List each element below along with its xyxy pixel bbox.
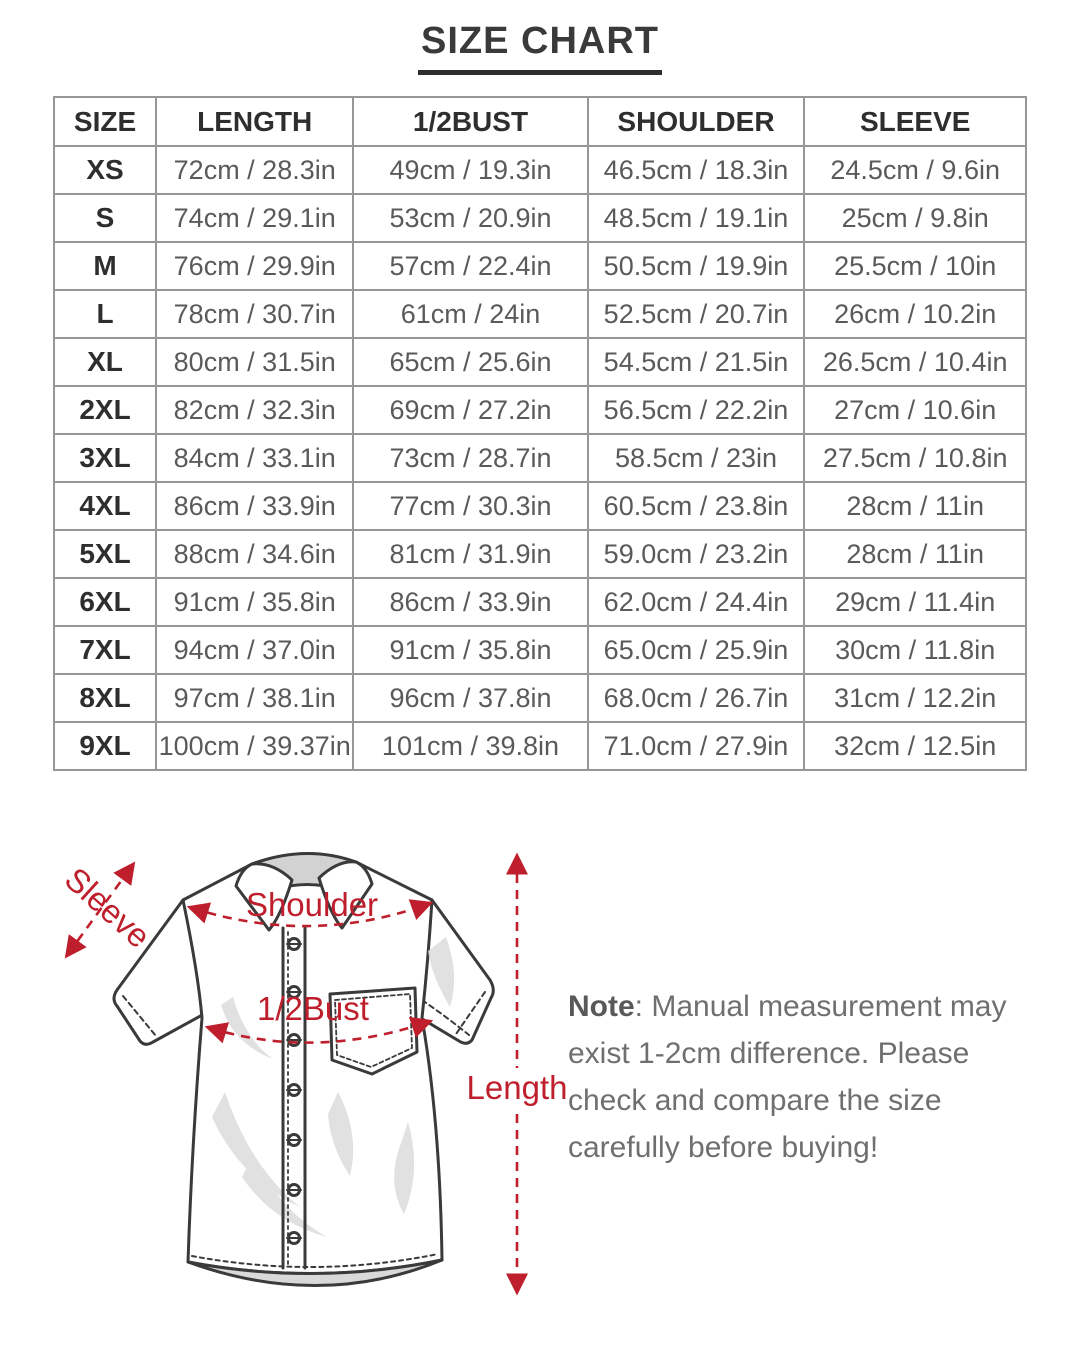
length-cell: 78cm / 30.7in xyxy=(156,290,353,338)
table-row xyxy=(54,194,1026,242)
bust-cell: 61cm / 24in xyxy=(353,290,587,338)
length-cell: 72cm / 28.3in xyxy=(156,146,353,194)
bust-label: 1/2Bust xyxy=(257,990,369,1027)
col-header-sleeve: SLEEVE xyxy=(804,97,1026,146)
length-cell: 80cm / 31.5in xyxy=(156,338,353,386)
length-cell: 76cm / 29.9in xyxy=(156,242,353,290)
length-cell: 94cm / 37.0in xyxy=(156,626,353,674)
bust-cell: 101cm / 39.8in xyxy=(353,722,587,770)
table-row xyxy=(54,290,1026,338)
shoulder-cell: 68.0cm / 26.7in xyxy=(588,674,805,722)
size-cell: M xyxy=(54,242,156,290)
length-cell: 97cm / 38.1in xyxy=(156,674,353,722)
sleeve-cell: 25cm / 9.8in xyxy=(804,194,1026,242)
shoulder-cell: 50.5cm / 19.9in xyxy=(588,242,805,290)
bust-cell: 81cm / 31.9in xyxy=(353,530,587,578)
bust-cell: 69cm / 27.2in xyxy=(353,386,587,434)
bust-cell: 57cm / 22.4in xyxy=(353,242,587,290)
sleeve-cell: 31cm / 12.2in xyxy=(804,674,1026,722)
shoulder-cell: 62.0cm / 24.4in xyxy=(588,578,805,626)
size-cell: 5XL xyxy=(54,530,156,578)
bust-cell: 73cm / 28.7in xyxy=(353,434,587,482)
shoulder-cell: 65.0cm / 25.9in xyxy=(588,626,805,674)
note-body: : Manual measurement may exist 1-2cm difference. Please check and compare the size carefully before buying! xyxy=(568,990,1007,1164)
size-cell: 7XL xyxy=(54,626,156,674)
table-row xyxy=(54,530,1026,578)
shoulder-cell: 58.5cm / 23in xyxy=(588,434,805,482)
shoulder-cell: 54.5cm / 21.5in xyxy=(588,338,805,386)
sleeve-cell: 26.5cm / 10.4in xyxy=(804,338,1026,386)
shoulder-cell: 52.5cm / 20.7in xyxy=(588,290,805,338)
size-cell: 8XL xyxy=(54,674,156,722)
measurement-diagram xyxy=(20,822,582,1327)
table-row xyxy=(54,338,1026,386)
sleeve-cell: 32cm / 12.5in xyxy=(804,722,1026,770)
sleeve-cell: 29cm / 11.4in xyxy=(804,578,1026,626)
table-row xyxy=(54,146,1026,194)
col-header-length: LENGTH xyxy=(156,97,353,146)
size-cell: 3XL xyxy=(54,434,156,482)
table-row xyxy=(54,482,1026,530)
title-block xyxy=(0,20,1080,75)
bust-cell: 65cm / 25.6in xyxy=(353,338,587,386)
shoulder-cell: 56.5cm / 22.2in xyxy=(588,386,805,434)
sleeve-cell: 28cm / 11in xyxy=(804,482,1026,530)
size-cell: L xyxy=(54,290,156,338)
length-cell: 74cm / 29.1in xyxy=(156,194,353,242)
sleeve-cell: 28cm / 11in xyxy=(804,530,1026,578)
length-cell: 88cm / 34.6in xyxy=(156,530,353,578)
sleeve-cell: 27.5cm / 10.8in xyxy=(804,434,1026,482)
size-cell: 4XL xyxy=(54,482,156,530)
header-row xyxy=(54,97,1026,146)
table-row xyxy=(54,578,1026,626)
sleeve-cell: 24.5cm / 9.6in xyxy=(804,146,1026,194)
bust-cell: 77cm / 30.3in xyxy=(353,482,587,530)
shoulder-cell: 46.5cm / 18.3in xyxy=(588,146,805,194)
sleeve-cell: 27cm / 10.6in xyxy=(804,386,1026,434)
bust-cell: 91cm / 35.8in xyxy=(353,626,587,674)
shoulder-cell: 59.0cm / 23.2in xyxy=(588,530,805,578)
size-cell: 6XL xyxy=(54,578,156,626)
sleeve-cell: 25.5cm / 10in xyxy=(804,242,1026,290)
size-table-header xyxy=(54,97,1026,146)
table-row xyxy=(54,386,1026,434)
table-row xyxy=(54,626,1026,674)
note-text xyxy=(568,983,1048,1171)
col-header-shoulder: SHOULDER xyxy=(588,97,805,146)
length-label: Length xyxy=(466,1069,568,1106)
page-title: SIZE CHART xyxy=(418,20,662,75)
shoulder-cell: 60.5cm / 23.8in xyxy=(588,482,805,530)
sleeve-cell: 26cm / 10.2in xyxy=(804,290,1026,338)
shirt-diagram xyxy=(20,822,582,1327)
size-cell: 2XL xyxy=(54,386,156,434)
size-table xyxy=(53,96,1027,771)
table-row xyxy=(54,674,1026,722)
length-cell: 86cm / 33.9in xyxy=(156,482,353,530)
length-cell: 82cm / 32.3in xyxy=(156,386,353,434)
length-cell: 91cm / 35.8in xyxy=(156,578,353,626)
sleeve-cell: 30cm / 11.8in xyxy=(804,626,1026,674)
table-row xyxy=(54,722,1026,770)
sleeve-label: Sleeve xyxy=(57,859,158,955)
bust-cell: 86cm / 33.9in xyxy=(353,578,587,626)
bust-cell: 49cm / 19.3in xyxy=(353,146,587,194)
table-row xyxy=(54,434,1026,482)
shoulder-label: Shoulder xyxy=(245,886,379,923)
shoulder-cell: 48.5cm / 19.1in xyxy=(588,194,805,242)
size-table-body xyxy=(54,146,1026,770)
length-cell: 84cm / 33.1in xyxy=(156,434,353,482)
size-cell: S xyxy=(54,194,156,242)
col-header-size: SIZE xyxy=(54,97,156,146)
shoulder-cell: 71.0cm / 27.9in xyxy=(588,722,805,770)
length-cell: 100cm / 39.37in xyxy=(156,722,353,770)
size-cell: XS xyxy=(54,146,156,194)
size-cell: 9XL xyxy=(54,722,156,770)
size-cell: XL xyxy=(54,338,156,386)
col-header-bust: 1/2BUST xyxy=(353,97,587,146)
bust-cell: 96cm / 37.8in xyxy=(353,674,587,722)
table-row xyxy=(54,242,1026,290)
bust-cell: 53cm / 20.9in xyxy=(353,194,587,242)
note-label: Note xyxy=(568,990,635,1023)
